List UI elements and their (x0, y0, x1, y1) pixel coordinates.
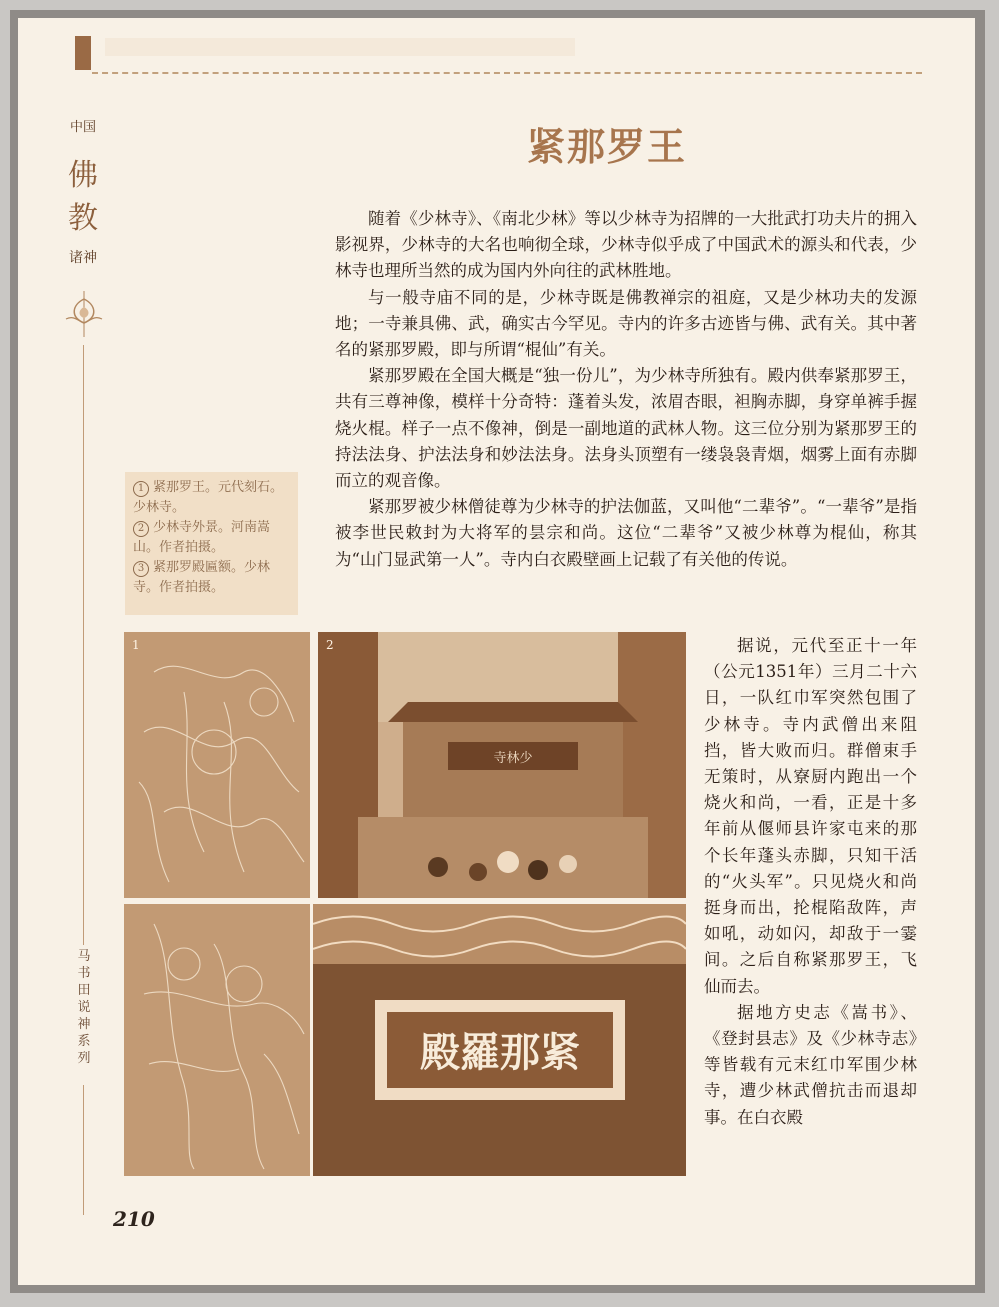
body-text-upper (335, 206, 917, 573)
paragraph: 紧那罗殿在全国大概是“独一份儿”，为少林寺所独有。殿内供奉紧那罗王，共有三尊神像，模样十分奇特：蓬着头发，浓眉杏眼，袒胸赤脚，身穿单裤手握烧火棍。样子一点不像神，倒是一副地道的武林人物。这三位分别为紧那罗王的持法法身、护法法身和妙法法身。法身头顶塑有一缕袅袅青烟，烟雾上面有赤脚而立的观音像。 (335, 366, 917, 491)
hall-plaque-image (313, 904, 686, 1176)
side-label-china: 中国 (69, 120, 96, 135)
photo-kinnara-carving-upper (124, 632, 310, 898)
caption-number: 3 (133, 561, 149, 577)
photo-kinnara-carving-lower (124, 904, 310, 1176)
article-title: 紧那罗王 (527, 124, 688, 169)
photo-number: 2 (326, 638, 334, 652)
photo-number: 1 (132, 638, 140, 652)
caption-item (133, 518, 293, 558)
caption-text: 紧那罗王。元代刻石。少林寺。 (133, 480, 284, 515)
header-bar-decoration (75, 36, 91, 70)
caption-item (133, 478, 293, 518)
caption-item (133, 558, 293, 598)
page-number: 210 (113, 1207, 155, 1231)
paragraph: 随着《少林寺》、《南北少林》等以少林寺为招牌的一大批武打功夫片的拥入影视界，少林寺的大名也响彻全球，少林寺似乎成了中国武术的源头和代表，少林寺也理所当然的成为国内外向往的武林胜地。 (335, 209, 917, 281)
temple-gate-image (318, 632, 686, 898)
photo-kinnara-hall-plaque (313, 904, 686, 1176)
header-faint-band (105, 38, 575, 56)
carving-lines-image (124, 632, 310, 898)
side-label-teaching: 教 (68, 201, 98, 236)
photo-shaolin-temple-gate (318, 632, 686, 898)
paragraph: 据说，元代至正十一年（公元1351年）三月二十六日，一队红巾军突然包围了少林寺。寺内武僧出来阻挡，皆大败而归。群僧束手无策时，从寮厨内跑出一个烧火和尚，一看，正是十多年前从偃师县许家屯来的那个长年蓬头赤脚，只知干活的“火头军”。只见烧火和尚挺身而出，抡棍陷敌阵，声如吼，动如闪，却敌于一霎间。之后自称紧那罗王，飞仙而去。 (704, 636, 917, 996)
caption-number: 2 (133, 521, 149, 537)
carving-figures-image (124, 904, 310, 1176)
caption-number: 1 (133, 481, 149, 497)
series-label: 马书田说神系列 (77, 949, 91, 1066)
hall-plaque-text: 殿羅那紧 (420, 1029, 580, 1076)
side-label-buddha: 佛 (68, 158, 98, 193)
paragraph: 紧那罗被少林僧徒尊为少林寺的护法伽蓝，又叫他“二辈爷”。“一辈爷”是指被李世民敕封为大将军的昙宗和尚。这位“二辈爷”又被少林尊为棍仙，称其为“山门显武第一人”。寺内白衣殿壁画上记载了有关他的传说。 (335, 497, 917, 569)
side-vertical-rule-lower (83, 1085, 84, 1215)
paragraph: 据地方史志《嵩书》、《登封县志》及《少林寺志》等皆载有元末红巾军围少林寺，遭少林武僧抗击而退却事。在白衣殿 (704, 1002, 917, 1127)
caption-text: 紧那罗殿匾额。少林寺。作者拍摄。 (133, 560, 271, 595)
photo-caption-box (125, 472, 298, 615)
body-text-right (704, 633, 917, 1131)
side-vertical-rule (83, 345, 84, 945)
temple-plaque-text: 寺林少 (493, 751, 533, 766)
header-dashed-rule (92, 72, 922, 74)
paragraph: 与一般寺庙不同的是，少林寺既是佛教禅宗的祖庭，又是少林功夫的发源地；一寺兼具佛、武，确实古今罕见。寺内的许多古迹皆与佛、武有关。其中著名的紧那罗殿，即与所谓“棍仙”有关。 (335, 287, 917, 360)
caption-text: 少林寺外景。河南嵩山。作者拍摄。 (133, 520, 271, 555)
side-label-deities: 诸神 (69, 250, 97, 266)
lotus-ornament-icon (64, 289, 104, 339)
caption-list (133, 478, 293, 598)
